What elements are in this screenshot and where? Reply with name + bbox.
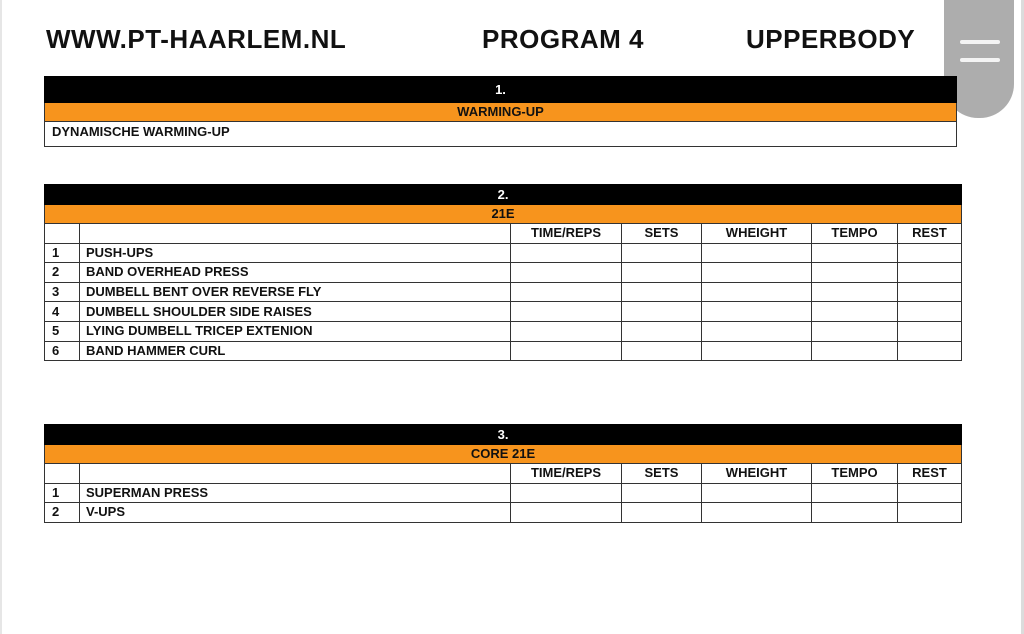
row-number: 3 — [45, 282, 80, 302]
empty-cell — [80, 464, 511, 484]
column-header-sets: SETS — [622, 224, 702, 244]
section-note: DYNAMISCHE WARMING-UP — [45, 122, 957, 147]
column-header-tempo: TEMPO — [812, 224, 898, 244]
section-title-row — [45, 205, 962, 224]
time-reps-cell — [511, 302, 622, 322]
row-number: 1 — [45, 483, 80, 503]
sets-cell — [622, 503, 702, 523]
section-title-row — [45, 445, 962, 464]
table-row — [45, 302, 962, 322]
tempo-cell — [812, 503, 898, 523]
column-header-wheight: WHEIGHT — [702, 464, 812, 484]
sets-cell — [622, 282, 702, 302]
table-row — [45, 341, 962, 361]
sets-cell — [622, 341, 702, 361]
exercise-name: DUMBELL SHOULDER SIDE RAISES — [80, 302, 511, 322]
rest-cell — [898, 341, 962, 361]
section-title: WARMING-UP — [45, 103, 957, 122]
column-header-time-reps: TIME/REPS — [511, 464, 622, 484]
section-number: 3. — [45, 425, 962, 445]
exercise-table-core-21e — [44, 424, 962, 523]
wheight-cell — [702, 263, 812, 283]
row-number: 5 — [45, 321, 80, 341]
table-row — [45, 282, 962, 302]
section-number-row — [45, 77, 957, 103]
sets-cell — [622, 243, 702, 263]
program-heading: PROGRAM 4 — [482, 24, 644, 54]
empty-cell — [45, 224, 80, 244]
rest-cell — [898, 263, 962, 283]
rest-cell — [898, 243, 962, 263]
section-number: 1. — [45, 77, 957, 103]
warmup-table — [44, 76, 957, 147]
exercise-name: SUPERMAN PRESS — [80, 483, 511, 503]
section-title: 21E — [45, 205, 962, 224]
exercise-name: LYING DUMBELL TRICEP EXTENION — [80, 321, 511, 341]
section-number-row — [45, 425, 962, 445]
column-header-tempo: TEMPO — [812, 464, 898, 484]
row-number: 2 — [45, 503, 80, 523]
sets-cell — [622, 302, 702, 322]
rest-cell — [898, 282, 962, 302]
sets-cell — [622, 483, 702, 503]
wheight-cell — [702, 321, 812, 341]
exercise-name: PUSH-UPS — [80, 243, 511, 263]
time-reps-cell — [511, 321, 622, 341]
time-reps-cell — [511, 263, 622, 283]
time-reps-cell — [511, 483, 622, 503]
table-row — [45, 483, 962, 503]
empty-cell — [80, 224, 511, 244]
rest-cell — [898, 321, 962, 341]
wheight-cell — [702, 243, 812, 263]
tempo-cell — [812, 341, 898, 361]
row-number: 2 — [45, 263, 80, 283]
sets-cell — [622, 263, 702, 283]
table-row — [45, 263, 962, 283]
column-header-time-reps: TIME/REPS — [511, 224, 622, 244]
column-header-row — [45, 224, 962, 244]
section-number: 2. — [45, 185, 962, 205]
rest-cell — [898, 302, 962, 322]
exercise-name: V-UPS — [80, 503, 511, 523]
sets-cell — [622, 321, 702, 341]
section-title-row — [45, 103, 957, 122]
exercise-table-21e — [44, 184, 962, 361]
empty-cell — [45, 464, 80, 484]
focus-heading: UPPERBODY — [746, 24, 916, 54]
wheight-cell — [702, 503, 812, 523]
column-header-sets: SETS — [622, 464, 702, 484]
time-reps-cell — [511, 503, 622, 523]
page-edge — [0, 0, 2, 634]
tempo-cell — [812, 302, 898, 322]
column-header-rest: REST — [898, 464, 962, 484]
tempo-cell — [812, 243, 898, 263]
row-number: 1 — [45, 243, 80, 263]
time-reps-cell — [511, 282, 622, 302]
section-number-row — [45, 185, 962, 205]
tempo-cell — [812, 263, 898, 283]
column-header-row — [45, 464, 962, 484]
wheight-cell — [702, 483, 812, 503]
table-row — [45, 321, 962, 341]
exercise-name: BAND OVERHEAD PRESS — [80, 263, 511, 283]
exercise-name: BAND HAMMER CURL — [80, 341, 511, 361]
time-reps-cell — [511, 341, 622, 361]
wheight-cell — [702, 341, 812, 361]
row-number: 6 — [45, 341, 80, 361]
table-row — [45, 243, 962, 263]
time-reps-cell — [511, 243, 622, 263]
tempo-cell — [812, 483, 898, 503]
tempo-cell — [812, 282, 898, 302]
exercise-name: DUMBELL BENT OVER REVERSE FLY — [80, 282, 511, 302]
table-row — [45, 503, 962, 523]
section-title: CORE 21E — [45, 445, 962, 464]
wheight-cell — [702, 302, 812, 322]
column-header-rest: REST — [898, 224, 962, 244]
site-url-heading: WWW.PT-HAARLEM.NL — [46, 24, 347, 54]
section-note-row — [45, 122, 957, 147]
rest-cell — [898, 503, 962, 523]
tempo-cell — [812, 321, 898, 341]
row-number: 4 — [45, 302, 80, 322]
wheight-cell — [702, 282, 812, 302]
rest-cell — [898, 483, 962, 503]
column-header-wheight: WHEIGHT — [702, 224, 812, 244]
